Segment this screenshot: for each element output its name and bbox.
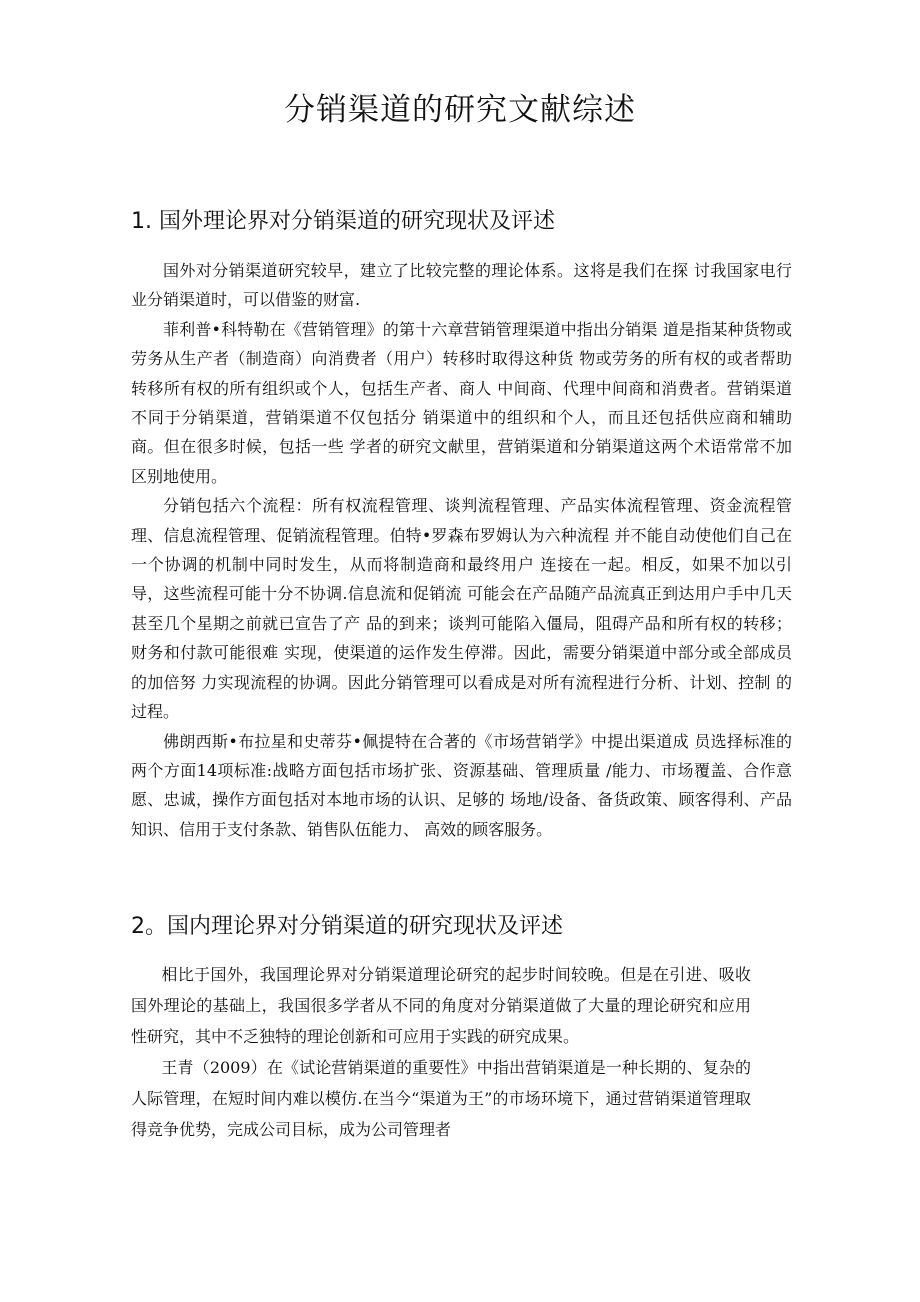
section-body-foreign (131, 256, 792, 844)
section-heading-domestic: 2。国内理论界对分销渠道的研究现状及评述 (131, 914, 563, 939)
paragraph: 国外对分销渠道研究较早，建立了比较完整的理论体系。这将是我们在探 讨我国家电行业分销渠道时，可以借鉴的财富. (131, 261, 792, 310)
paragraph: 佛朗西斯•布拉星和史蒂芬•佩提特在合著的《市场营销学》中提出渠道成 员选择标准的两个方面14项标准:战略方面包括市场扩张、资源基础、管理质量 /能力、市场覆盖、合作意愿、忠诚，操作方面包括对本地市场的认识、足够的 场地/设备、备货政策、顾客得利、产品知识、信用于支付条款、销售队伍能力、 高效的顾客服务。 (131, 731, 792, 839)
paragraph: 王青（2009）在《试论营销渠道的重要性》中指出营销渠道是一种长期的、复杂的人际管理，在短时间内难以模仿.在当今“渠道为王”的市场环境下，通过营销渠道管理取得竞争优势，完成公司目标，成为公司管理者 (131, 1058, 751, 1139)
section-heading-foreign: 1. 国外理论界对分销渠道的研究现状及评述 (131, 209, 555, 234)
paragraph: 分销包括六个流程：所有权流程管理、谈判流程管理、产品实体流程管理、资金流程管理、信息流程管理、促销流程管理。伯特•罗森布罗姆认为六种流程 并不能自动使他们自己在一个协调的机制中同时发生，从而将制造商和最终用户 连接在一起。相反，如果不加以引导，这些流程可能十分不协调.信息流和促销流 可能会在产品随产品流真正到达用户手中几天甚至几个星期之前就已宣告了产 品的到来；谈判可能陷入僵局，阻碍产品和所有权的转移；财务和付款可能很难 实现，使渠道的运作发生停滞。因此，需要分销渠道中部分或全部成员的加倍努 力实现流程的协调。因此分销管理可以看成是对所有流程进行分析、计划、控制 的过程。 (131, 496, 792, 722)
paragraph: 相比于国外，我国理论界对分销渠道理论研究的起步时间较晚。但是在引进、吸收国外理论的基础上，我国很多学者从不同的角度对分销渠道做了大量的理论研究和应用性研究，其中不乏独特的理论创新和可应用于实践的研究成果。 (131, 965, 751, 1046)
document-title: 分销渠道的研究文献综述 (284, 92, 636, 128)
section-body-domestic (131, 959, 751, 1145)
paragraph: 菲利普•科特勒在《营销管理》的第十六章营销管理渠道中指出分销渠 道是指某种货物或劳务从生产者（制造商）向消费者（用户）转移时取得这种货 物或劳务的所有权的或者帮助转移所有权的所有组织或个人，包括生产者、商人 中间商、代理中间商和消费者。营销渠道不同于分销渠道，营销渠道不仅包括分 销渠道中的组织和个人，而且还包括供应商和辅助商。但在很多时候，包括一些 学者的研究文献里，营销渠道和分销渠道这两个术语常常不加区别地使用。 (131, 319, 792, 486)
